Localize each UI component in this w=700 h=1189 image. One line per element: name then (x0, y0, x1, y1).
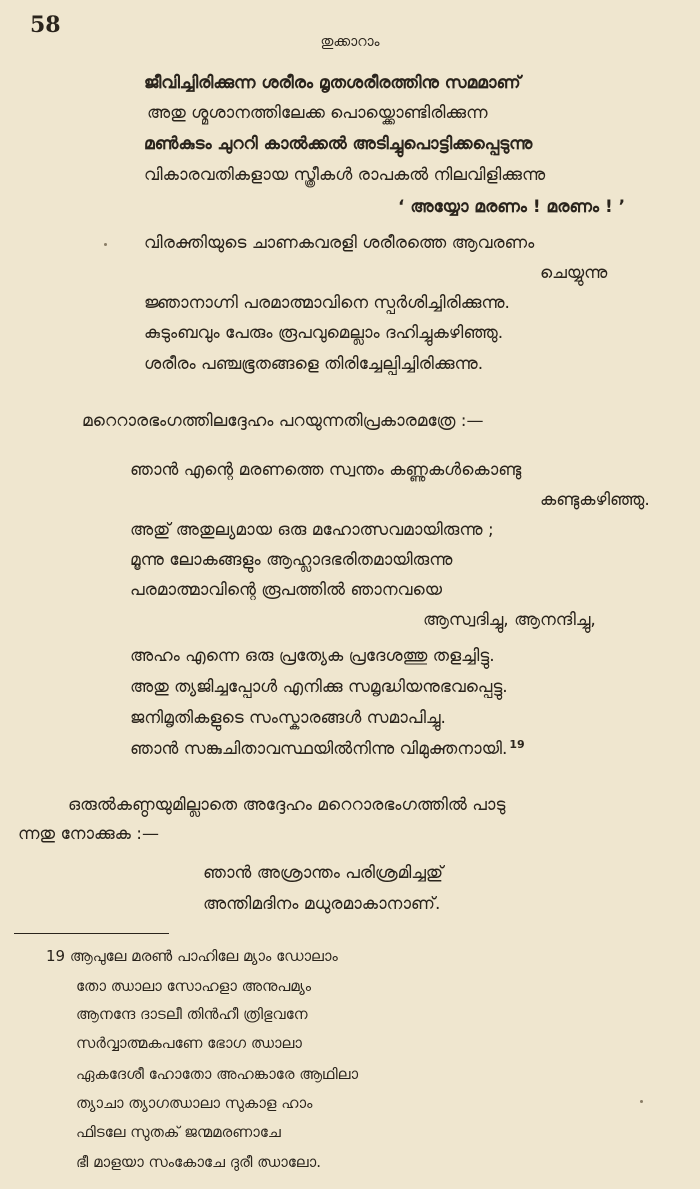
verse-line: അഹം എന്നെ ഒരു പ്രത്യേക പ്രദേശത്തു തളച്ചിട്ടു. (130, 646, 495, 666)
verse-line: അതു് അതുല്യമായ ഒരു മഹോത്സവമായിരുന്നു ; (130, 520, 494, 540)
verse-line: അതു ശ്മശാനത്തിലേക്ക പൊയ്ക്കൊണ്ടിരിക്കുന്ന (147, 103, 488, 123)
verse-line: മൂന്നു ലോകങ്ങളും ആഹ്ലാദഭരിതമായിരുന്നു (130, 550, 453, 570)
paper-speck (640, 1100, 643, 1103)
verse-line: കണ്ടുകഴിഞ്ഞു. (540, 490, 650, 510)
verse-line: കുടുംബവും പേരും രൂപവുമെല്ലാം ദഹിച്ചുകഴിഞ്ഞു. (144, 323, 504, 343)
running-head: തുക്കാറാം (320, 34, 380, 50)
verse-line: പരമാത്മാവിന്റെ രൂപത്തിൽ ഞാനവയെ (130, 580, 442, 600)
verse-line: ശരീരം പഞ്ചഭൂതങ്ങളെ തിരിച്ചേല്പിച്ചിരിക്കുന്നു. (144, 354, 484, 374)
footnote-number: 19 (46, 947, 66, 965)
verse-text: ഞാൻ സങ്കുചിതാവസ്ഥയിൽനിന്നു വിമുക്തനായി. (130, 739, 508, 759)
verse-line: ചെയ്യുന്നു (540, 263, 608, 283)
verse-line: ഞാൻ എന്റെ മരണത്തെ സ്വന്തം കണ്ണുകൾകൊണ്ടു (130, 460, 522, 480)
verse-line: വിരക്തിയുടെ ചാണകവരളി ശരീരത്തെ ആവരണം (144, 233, 535, 253)
verse-line: ജനിമൃതികളുടെ സംസ്കാരങ്ങൾ സമാപിച്ചു. (130, 708, 446, 728)
footnote-line: സർവ്വാത്മകപണേ ഭോഗ ഝാലാ (76, 1034, 302, 1052)
prose-line: മറെറാരഭംഗത്തിലദ്ദേഹം പറയുന്നതിപ്രകാരമത്രേ :— (82, 411, 484, 431)
footnote-line: ആനന്ദേ ദാടലീ തിൻഹീ ത്രിഭുവനേ (76, 1005, 308, 1023)
verse-line: ജീവിച്ചിരിക്കുന്ന ശരീരം മൃതശരീരത്തിനു സമമാണ് (144, 73, 521, 93)
paper-speck (104, 243, 107, 246)
footnote-line: ഏകദേശീ ഹോതോ അഹങ്കാരേ ആഥിലാ (76, 1065, 359, 1083)
prose-line: ന്നതു നോക്കുക :— (18, 824, 159, 844)
footnote-reference[interactable]: 19 (509, 738, 525, 751)
verse-line: അതു ത്യജിച്ചപ്പോൾ എനിക്കു സമൃദ്ധിയനുഭവപ്പെട്ടു. (130, 677, 508, 697)
verse-line: അന്തിമദിനം മധുരമാകാനാണ്. (203, 894, 441, 914)
prose-line: ഒരുൽകണ്ഠയുമില്ലാതെ അദ്ദേഹം മറെറാരഭംഗത്തിൽ പാടു (68, 795, 506, 815)
footnote-text: ആപുലേ മരൺ പാഹിലേ മ്യാം ഡോലാം (69, 947, 338, 965)
verse-line: ‘ അയ്യോ മരണം ! മരണം ! ’ (398, 197, 626, 217)
footnote-line: ഫിടലേ സുതക് ജന്മമരണാചേ (76, 1123, 281, 1141)
verse-line (130, 738, 525, 762)
footnote-line (46, 946, 338, 966)
footnote-line: തോ ഝാലാ സോഹളാ അനുപമ്യം (76, 977, 312, 995)
page-number: 58 (30, 12, 61, 38)
verse-line: ആസ്വദിച്ചു, ആനന്ദിച്ചു, (423, 610, 596, 630)
verse-line: മൺകുടം ചുററി കാൽക്കൽ അടിച്ചുപൊട്ടിക്കപ്പെടുന്നു (144, 134, 533, 154)
footnote-rule (14, 933, 169, 934)
footnote-line: ഭീ മാളയാ സംകോചേ ദുരീ ഝാലോ. (76, 1153, 321, 1171)
verse-line: വികാരവതികളായ സ്ത്രീകൾ രാപകൽ നിലവിളിക്കുന്നു (144, 165, 546, 185)
verse-line: ഞാൻ അശ്രാന്തം പരിശ്രമിച്ചതു് (203, 863, 444, 883)
verse-line: ജ്ഞാനാഗ്നി പരമാത്മാവിനെ സ്പർശിച്ചിരിക്കുന്നു. (144, 293, 510, 313)
footnote-line: ത്യാചാ ത്യാഗഝാലാ സുകാള ഹാം (76, 1094, 313, 1112)
